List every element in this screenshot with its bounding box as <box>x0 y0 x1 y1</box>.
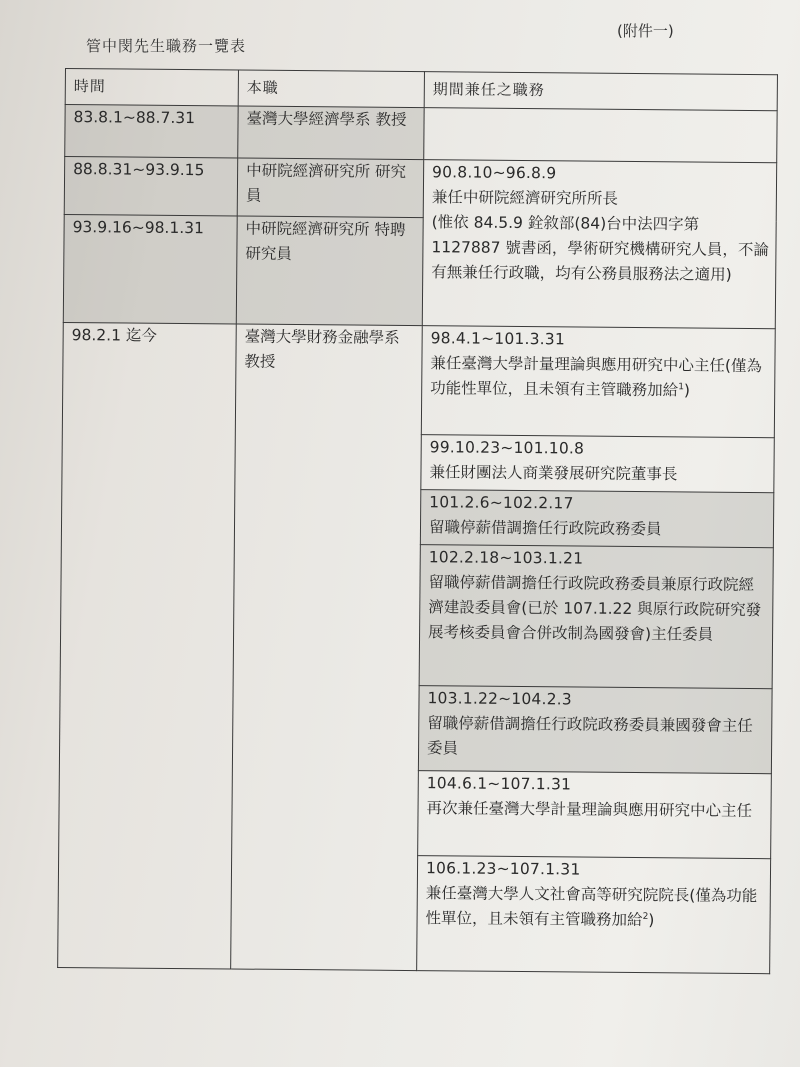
table-row <box>65 105 777 163</box>
table-row <box>64 157 776 221</box>
footnote-marker: 2 <box>642 911 649 922</box>
time-value: 88.8.31~93.9.15 <box>73 160 205 180</box>
cell-time <box>64 157 237 217</box>
duties-table <box>57 68 778 974</box>
concurrent-description: 兼任中研院經濟研究所所長 (惟依 84.5.9 銓敘部(84)台中法四字第 1127887 號書函，學術研究機構研究人員，不論有無兼任行政職，均有公務員服務法之適用) <box>431 188 769 284</box>
header-concurrent: 期間兼任之職務 <box>424 72 777 111</box>
concurrent-period: 101.2.6~102.2.17 <box>429 493 574 513</box>
cell-time <box>65 105 238 159</box>
concurrent-description <box>430 351 768 404</box>
concurrent-description: 留職停薪借調擔任行政院政務委員 <box>428 518 662 539</box>
concurrent-period: 99.10.23~101.10.8 <box>429 438 585 458</box>
position-value: 中研院經濟研究所 特聘研究員 <box>245 219 406 263</box>
footnote-marker: 1 <box>678 382 685 393</box>
concurrent-description: 再次兼任臺灣大學計量理論與應用研究中心主任 <box>426 799 753 821</box>
cell-concurrent <box>418 686 772 774</box>
position-value: 臺灣大學經濟學系 教授 <box>246 109 407 129</box>
concurrent-period: 106.1.23~107.1.31 <box>425 859 581 879</box>
cell-concurrent <box>421 435 774 493</box>
time-value: 93.9.16~98.1.31 <box>72 218 204 238</box>
concurrent-period: 103.1.22~104.2.3 <box>427 689 572 709</box>
concurrent-description-text: 兼任臺灣大學計量理論與應用研究中心主任(僅為功能性單位，且未領有主管職務加給 <box>430 354 763 400</box>
concurrent-description: 兼任財團法人商業發展研究院董事長 <box>429 463 678 484</box>
concurrent-description: 留職停薪借調擔任行政院政務委員兼國發會主任委員 <box>426 714 753 758</box>
concurrent-description-text: 兼任臺灣大學人文社會高等研究院院長(僅為功能性單位，且未領有主管職務加給 <box>425 884 758 930</box>
cell-concurrent <box>420 490 773 548</box>
table-header-row <box>65 69 777 111</box>
time-value: 98.2.1 迄今 <box>71 326 157 345</box>
position-value: 臺灣大學財務金融學系 教授 <box>244 327 400 371</box>
concurrent-description-suffix: ) <box>648 911 655 930</box>
cell-concurrent <box>422 160 776 329</box>
attachment-label: (附件一) <box>617 22 674 40</box>
cell-concurrent <box>421 326 775 438</box>
header-time: 時間 <box>65 69 238 107</box>
document-title: 管中閔先生職務一覽表 <box>86 37 247 55</box>
concurrent-description-suffix: ) <box>683 381 691 400</box>
concurrent-description <box>425 881 763 934</box>
cell-time <box>58 322 237 968</box>
concurrent-period: 102.2.18~103.1.21 <box>428 548 584 568</box>
cell-position <box>237 158 423 218</box>
cell-position <box>238 106 424 160</box>
table-row <box>62 322 775 437</box>
cell-concurrent-empty <box>424 108 777 163</box>
cell-concurrent <box>418 771 772 859</box>
cell-position <box>231 324 423 971</box>
concurrent-period: 98.4.1~101.3.31 <box>430 329 566 349</box>
cell-time <box>63 214 237 324</box>
concurrent-period: 90.8.10~96.8.9 <box>432 163 557 183</box>
cell-concurrent <box>417 856 771 974</box>
concurrent-period: 104.6.1~107.1.31 <box>426 774 572 794</box>
cell-position <box>236 216 423 326</box>
cell-concurrent <box>419 545 773 689</box>
concurrent-description: 留職停薪借調擔任行政院政務委員兼原行政院經濟建設委員會(已於 107.1.22 與原行政院研究發展考核委員會合併改制為國發會)主任委員 <box>428 573 762 644</box>
header-position: 本職 <box>238 70 424 108</box>
time-value: 83.8.1~88.7.31 <box>73 108 196 128</box>
position-value: 中研院經濟研究所 研究員 <box>245 161 407 205</box>
